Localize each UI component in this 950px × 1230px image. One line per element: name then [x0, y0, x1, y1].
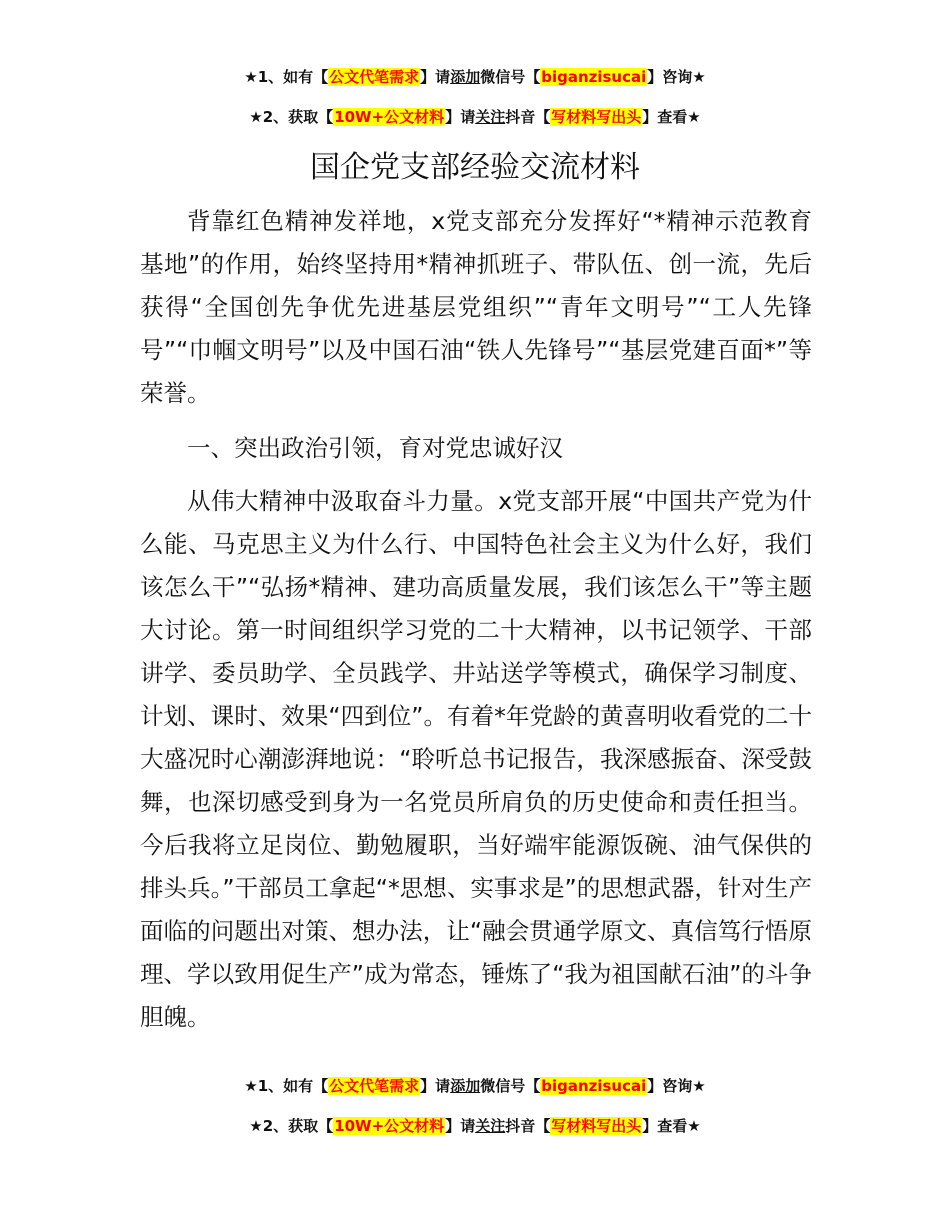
- ad-wechat-id: biganzisucai: [541, 1077, 647, 1095]
- ad-text: 】咨询★: [647, 1077, 706, 1095]
- ad-douyin-id: 写材料写出头: [551, 108, 642, 126]
- header-ad-line-1: [0, 66, 950, 88]
- ad-text: 微信号【: [480, 1077, 541, 1095]
- ad-text: 】咨询★: [647, 68, 706, 86]
- intro-paragraph: 背靠红色精神发祥地，x党支部充分发挥好“*精神示范教育基地”的作用，始终坚持用*精神抓班子、带队伍、创一流，先后获得“全国创先争优先进基层党组织”“青年文明号”“工人先锋号”“巾帼文明号”以及中国石油“铁人先锋号”“基层党建百面*”等荣誉。: [140, 207, 812, 407]
- ad-text: 抖音【: [505, 1117, 551, 1135]
- ad-highlight: 公文代笔需求: [329, 68, 420, 86]
- ad-text: 抖音【: [505, 108, 551, 126]
- ad-underlined-text: 添加: [450, 1077, 481, 1095]
- document-title: 国企党支部经验交流材料: [310, 150, 640, 185]
- ad-text: 】查看★: [642, 108, 701, 126]
- ad-underlined-text: 添加: [450, 68, 481, 86]
- ad-underlined-text: 关注: [475, 108, 506, 126]
- ad-text: ★1、如有【: [244, 68, 329, 86]
- footer-ad-line-1: [0, 1075, 950, 1097]
- ad-text: 】请: [420, 1077, 451, 1095]
- ad-douyin-id: 写材料写出头: [551, 1117, 642, 1135]
- footer-ad-line-2: [0, 1115, 950, 1137]
- ad-underlined-text: 关注: [475, 1117, 506, 1135]
- ad-text: 】查看★: [642, 1117, 701, 1135]
- ad-text: ★1、如有【: [244, 1077, 329, 1095]
- section-paragraph: 从伟大精神中汲取奋斗力量。x党支部开展“中国共产党为什么能、马克思主义为什么行、中国特色社会主义为什么好，我们该怎么干”“弘扬*精神、建功高质量发展，我们该怎么干”等主题大讨论。第一时间组织学习党的二十大精神，以书记领学、干部讲学、委员助学、全员践学、井站送学等模式，确保学习制度、计划、课时、效果“四到位”。有着*年党龄的黄喜明收看党的二十大盛况时心潮澎湃地说：“聆听总书记报告，我深感振奋、深受鼓舞，也深切感受到身为一名党员所肩负的历史使命和责任担当。今后我将立足岗位、勤勉履职，当好端牢能源饭碗、油气保供的排头兵。”干部员工拿起“*思想、实事求是”的思想武器，针对生产面临的问题出对策、想办法，让“融会贯通学原文、真信笃行悟原理、学以致用促生产”成为常态，锤炼了“我为祖国献石油”的斗争胆魄。: [140, 487, 812, 1031]
- section-heading: 一、突出政治引领，育对党忠诚好汉: [187, 434, 563, 462]
- ad-wechat-id: biganzisucai: [541, 68, 647, 86]
- ad-text: 微信号【: [480, 68, 541, 86]
- ad-text: 】请: [420, 68, 451, 86]
- header-ad-line-2: [0, 106, 950, 128]
- ad-text: 】请: [445, 1117, 476, 1135]
- ad-text: 】请: [445, 108, 476, 126]
- ad-highlight: 10W+公文材料: [334, 1117, 445, 1135]
- ad-highlight: 公文代笔需求: [329, 1077, 420, 1095]
- ad-text: ★2、获取【: [249, 108, 334, 126]
- ad-highlight: 10W+公文材料: [334, 108, 445, 126]
- ad-text: ★2、获取【: [249, 1117, 334, 1135]
